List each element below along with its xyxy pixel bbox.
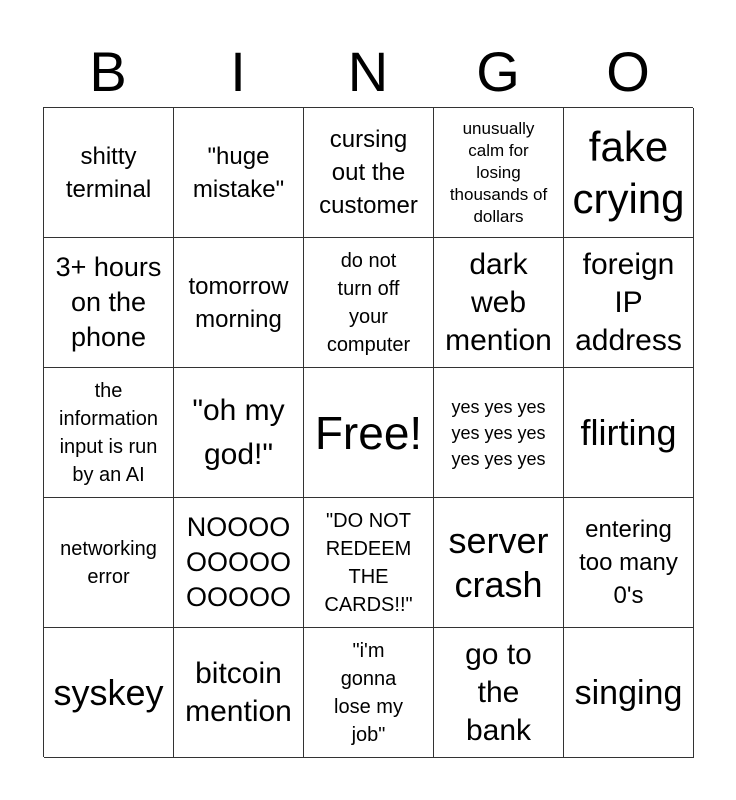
cell-text: the information input is run by an AI <box>59 379 158 486</box>
bingo-cell-r2c5[interactable] <box>564 238 694 368</box>
cell-text: entering too many 0's <box>579 516 678 609</box>
header-letter-o: O <box>606 40 650 103</box>
bingo-cell-r4c5[interactable] <box>564 498 694 628</box>
free-space[interactable] <box>304 368 434 498</box>
cell-text: unusually calm for losing thousands of dollars <box>449 118 548 226</box>
cell-text: "DO NOT REDEEM THE CARDS!!" <box>324 509 413 616</box>
bingo-cell-r2c3[interactable] <box>304 238 434 368</box>
cell-text: cursing out the customer <box>319 126 418 219</box>
bingo-cell-r2c2[interactable] <box>174 238 304 368</box>
cell-text: "huge mistake" <box>192 142 285 203</box>
header-letter-n: N <box>347 40 389 103</box>
cell-text: NOOOO OOOOO OOOOO <box>185 512 291 612</box>
cell-text: shitty terminal <box>65 142 152 203</box>
cell-text: server crash <box>448 519 549 605</box>
bingo-cell-r3c2[interactable] <box>174 368 304 498</box>
cell-text: yes yes yes yes yes yes yes yes yes <box>451 396 546 469</box>
cell-text: dark web mention <box>445 247 552 357</box>
cell-text: 3+ hours on the phone <box>55 252 162 352</box>
cell-text: "oh my god!" <box>192 393 285 471</box>
bingo-cell-r4c2[interactable] <box>174 498 304 628</box>
bingo-cell-r3c1[interactable] <box>44 368 174 498</box>
bingo-cell-r5c5[interactable] <box>564 628 694 758</box>
cell-text: fake crying <box>572 122 685 222</box>
header-letter-g: G <box>476 40 520 103</box>
cell-text: tomorrow morning <box>188 272 289 333</box>
cell-text: flirting <box>580 411 677 453</box>
bingo-grid <box>43 107 693 757</box>
bingo-cell-r2c1[interactable] <box>44 238 174 368</box>
header-letter-i: I <box>230 40 246 103</box>
bingo-cell-r1c5[interactable] <box>564 108 694 238</box>
bingo-cell-r1c2[interactable] <box>174 108 304 238</box>
cell-text: go to the bank <box>465 637 532 747</box>
bingo-cell-r1c3[interactable] <box>304 108 434 238</box>
bingo-cell-r5c1[interactable] <box>44 628 174 758</box>
bingo-cell-r1c4[interactable] <box>434 108 564 238</box>
cell-text: "i'm gonna lose my job" <box>334 639 403 746</box>
bingo-cell-r2c4[interactable] <box>434 238 564 368</box>
bingo-cell-r5c2[interactable] <box>174 628 304 758</box>
bingo-cell-r4c1[interactable] <box>44 498 174 628</box>
bingo-cell-r3c4[interactable] <box>434 368 564 498</box>
bingo-header <box>43 36 693 108</box>
cell-text: foreign IP address <box>575 247 682 357</box>
bingo-cell-r4c3[interactable] <box>304 498 434 628</box>
cell-text: Free! <box>314 406 423 459</box>
cell-text: singing <box>574 673 683 712</box>
cell-text: syskey <box>53 671 164 713</box>
bingo-cell-r4c4[interactable] <box>434 498 564 628</box>
bingo-cell-r3c5[interactable] <box>564 368 694 498</box>
cell-text: networking error <box>60 537 157 588</box>
header-letter-b: B <box>89 40 127 103</box>
cell-text: do not turn off your computer <box>326 249 411 356</box>
bingo-cell-r5c3[interactable] <box>304 628 434 758</box>
bingo-cell-r5c4[interactable] <box>434 628 564 758</box>
cell-text: bitcoin mention <box>185 656 292 728</box>
bingo-cell-r1c1[interactable] <box>44 108 174 238</box>
